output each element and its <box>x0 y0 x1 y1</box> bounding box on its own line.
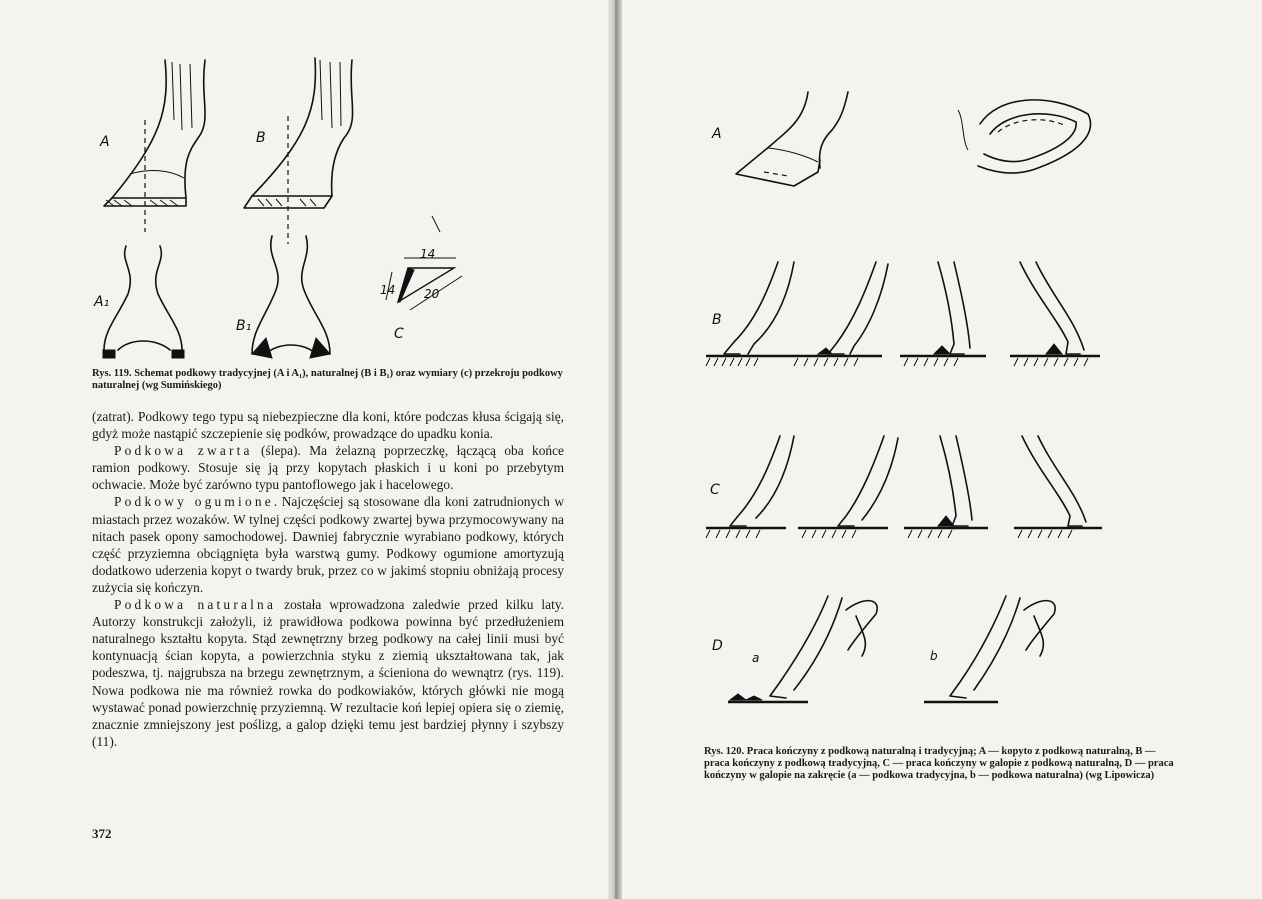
sole-diagram-b1 <box>252 236 330 358</box>
figure-119 <box>0 0 610 370</box>
hoof-with-natural-shoe <box>736 92 848 186</box>
label-b: B <box>712 312 722 328</box>
figure-120-caption: Rys. 120. Praca kończyny z podkową naturalną i tradycyjną; A — kopyto z podkową naturalną, B — praca kończyny z podkową tradycyjną, C — praca kończyny w galopie z podkową naturalną, D — praca kończyny w galopie na zakręcie (a — podkowa tradycyjna, b — podkowa naturalna) (wg Lipowicza) <box>704 746 1174 781</box>
sole-diagram-a1 <box>103 246 184 358</box>
paragraph-2: Podkowa zwarta (ślepa). Ma żelazną poprzeczkę, łączącą oba końce ramion podkowy. Stosuje się ją przy kopytach płaskich i u koni po przebytym ochwacie. Może być zarówno typu pantoflowego jak i hacelowego. <box>92 443 564 493</box>
dim-top: 14 <box>420 247 436 261</box>
label-d-a: a <box>752 651 760 665</box>
dim-diag: 20 <box>424 287 440 301</box>
left-page <box>0 0 610 899</box>
label-b1: B₁ <box>236 318 252 334</box>
label-c: C <box>394 326 404 342</box>
label-c: C <box>710 482 720 498</box>
row-b-legs <box>706 262 1100 366</box>
row-c-legs <box>706 436 1102 538</box>
label-a: A <box>100 134 110 150</box>
figure-120 <box>618 0 1262 740</box>
paragraph-3: Podkowy ogumione. Najczęściej są stosowane dla koni zatrudnionych w miastach przez wozaków. W tylnej części podkowy zwartej bywa przymocowywany na nitach pasek opony samochodowej. Dawniej fabrycznie wyrabiano podkowy, których część przyziemna obciągnięta była warstwą gumy. Podkowy ogumione amortyzują dodatkowo uderzenia kopyt o twardy bruk, przez co w jakimś stopniu obniżają procesy zużycia się kończyn. <box>92 494 565 595</box>
page-number: 372 <box>92 826 112 841</box>
hoof-diagram-a <box>104 60 205 232</box>
label-a1: A₁ <box>94 294 110 310</box>
right-page <box>618 0 1262 899</box>
row-d-galop-a <box>728 596 877 702</box>
label-a: A <box>712 126 722 142</box>
horseshoe-drawing <box>958 100 1090 173</box>
paragraph-1: (zatrat). Podkowy tego typu są niebezpieczne dla koni, które podczas kłusa ścigają się, gdyż może nastąpić szczepienie się podków, prowadzące do upadku konia. <box>92 409 564 442</box>
label-d: D <box>712 638 723 654</box>
term-podkowa-zwarta: Podkowa zwarta <box>114 443 253 459</box>
hoof-diagram-b <box>244 58 353 244</box>
dim-left: 14 <box>380 283 396 297</box>
body-text <box>92 408 564 750</box>
term-podkowy-ogumione: Podkowy ogumione <box>114 494 274 510</box>
label-b: B <box>256 130 266 146</box>
label-d-b: b <box>930 649 938 663</box>
term-podkowa-naturalna: Podkowa naturalna <box>114 597 277 613</box>
row-d-galop-b <box>924 596 1055 702</box>
paragraph-4: Podkowa naturalna została wprowadzona zaledwie przed kilku laty. Autorzy konstrukcji założyli, iż prawidłowa podkowa powinna być przedłużeniem naturalnego kształtu kopyta. Stąd zewnętrzny brzeg podkowy na całej linii musi być kontynuacją ścian kopyta, a powierzchnia styku z ziemią ukształtowana tak, jak podeszwa, tj. najgrubsza na brzegu zewnętrznym, a ścieniona do wewnątrz (rys. 119). Nowa podkowa nie ma również rowka do podkowiaków, których główki nie mogą wystawać ponad powierzchnię przyziemną. W rezultacie koń lepiej opiera się o ziemię, znacznie zmniejszony jest poślizg, a galop dzięki temu jest bardziej płynny i szybszy (11). <box>92 597 564 749</box>
figure-119-caption: Rys. 119. Schemat podkowy tradycyjnej (A i A₁), naturalnej (B i B₁) oraz wymiary (c) przekroju podkowy naturalnej (wg Sumińskiego) <box>92 368 563 391</box>
